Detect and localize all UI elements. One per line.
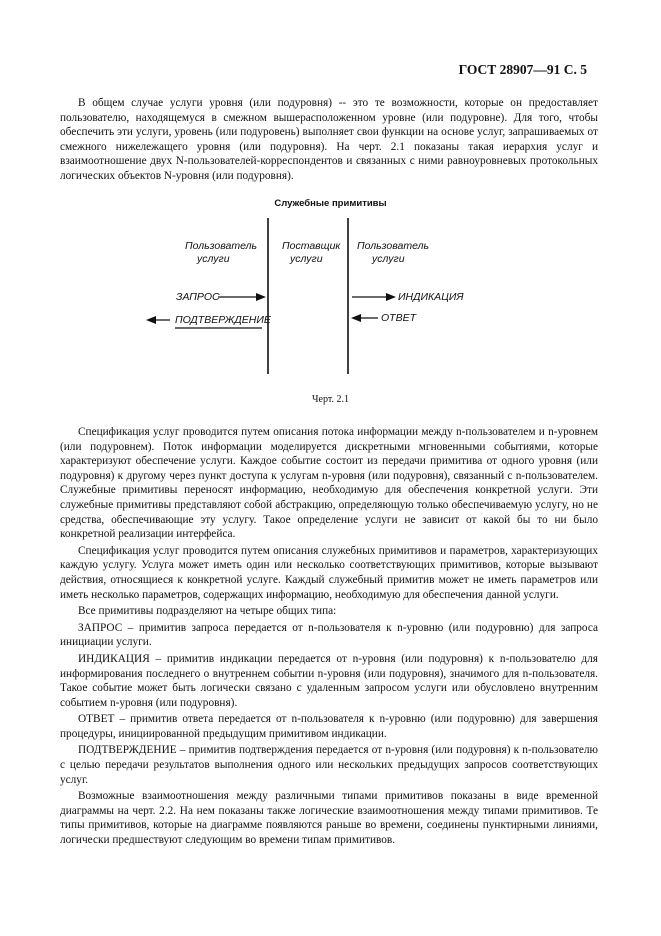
paragraph: ИНДИКАЦИЯ – примитив индикации передается от n-уровня (или подуровня) к n-пользователю для информирования последнего о внутреннем событии n-уровня (или подуровня), значимого для n-пользователя. Такое событие может быть логически связано с удаленным запросом услуги или обусловлено внутренним событием n-уровня (или подуровня). bbox=[60, 652, 598, 709]
request-label: ЗАПРОС bbox=[176, 291, 220, 303]
provider-label-2: услуги bbox=[290, 253, 323, 265]
paragraph: Спецификация услуг проводится путем описания служебных примитивов и параметров, характеризующих каждую услугу. Услуга может иметь один или несколько соответствующих примитивов, которые вызывают действия, относящиеся к конкретной услуге. Каждый служебный примитив может не иметь параметров или иметь несколько параметров, содержащих информацию, необходимую для обеспечения данной услуги. bbox=[60, 544, 598, 601]
right-user-label-2: услуги bbox=[372, 253, 405, 265]
paragraph: Все примитивы подразделяют на четыре общих типа: bbox=[78, 605, 337, 618]
response-label: ОТВЕТ bbox=[381, 312, 417, 324]
figure-title: Служебные примитивы bbox=[274, 198, 387, 209]
paragraph: В общем случае услуги уровня (или подуровня) -- это те возможности, которые он предоставляет пользователю, находящемуся в смежном вышерасположенном уровне (или подуровне). Для того, чтобы обеспечить эти услуги, уровень (или подуровень) выполняет свои функции на основе услуг, запрашиваемых от смежного нижележащего уровня (или подуровня). На черт. 2.1 показаны такая иерархия услуг и взаимоотношение двух N-пользователей-корреспондентов и связанных с ними равноуровневых протокольных логических объектов N-уровня (или подуровня). bbox=[60, 97, 598, 182]
page-header: ГОСТ 28907—91 С. 5 bbox=[458, 62, 587, 77]
indication-arrowhead bbox=[386, 293, 396, 301]
confirmation-arrowhead bbox=[146, 316, 156, 324]
paragraph: ОТВЕТ – примитив ответа передается от n-пользователя к n-уровню (или подуровню) для завершения процедуры, инициированной предыдущим примитивом индикации. bbox=[60, 713, 598, 740]
right-user-label-1: Пользователь bbox=[357, 240, 430, 252]
paragraph: Возможные взаимоотношения между различными типами примитивов показаны в виде временной диаграммы на черт. 2.2. На нем показаны также логические взаимоотношения между типами примитивов. Те типы примитивов, которые на диаграмме появляются раньше во времени, соединены пунктирными линиями, логически предшествуют следующим во времени типам примитивов. bbox=[60, 790, 598, 847]
confirmation-label: ПОДТВЕРЖДЕНИЕ bbox=[175, 314, 271, 326]
left-user-label-2: услуги bbox=[197, 253, 230, 265]
provider-label-1: Поставщик bbox=[282, 240, 341, 252]
left-user-label-1: Пользователь bbox=[185, 240, 258, 252]
indication-label: ИНДИКАЦИЯ bbox=[398, 291, 464, 303]
paragraph: ЗАПРОС – примитив запроса передается от n-пользователя к n-уровню (или подуровню) для запроса инициации услуги. bbox=[60, 621, 598, 649]
response-arrowhead bbox=[351, 314, 361, 322]
paragraph: Спецификация услуг проводится путем описания потока информации между n-пользователем и n-уровнем (или подуровнем). Поток информации моделируется дискретными мгновенными событиями, которые характеризуют обеспечение услуги. Каждое событие состоит из передачи примитива от одного уровня (или подуровня) к другому через пункт доступа к услугам n-уровня (или подуровня), связанный с n-пользователем. Служебные примитивы переносят информацию, необходимую для обеспечения конкретной услуги. Эти служебные примитивы представляют собой абстракцию, определяющую только обеспечиваемую услугу, но не средства, обеспечивающие эту услугу. Такое определение услуги не зависит от какой бы то ни было конкретной реализации интерфейса. bbox=[60, 426, 598, 541]
request-arrowhead bbox=[256, 293, 266, 301]
body-text bbox=[60, 425, 598, 848]
figure-caption: Черт. 2.1 bbox=[312, 394, 349, 405]
paragraph: ПОДТВЕРЖДЕНИЕ – примитив подтверждения передается от n-уровня (или подуровня) к n-пользователю с целью передачи результатов выполнения одного или нескольких предыдущих запросов соответствующих услуг. bbox=[60, 744, 598, 786]
